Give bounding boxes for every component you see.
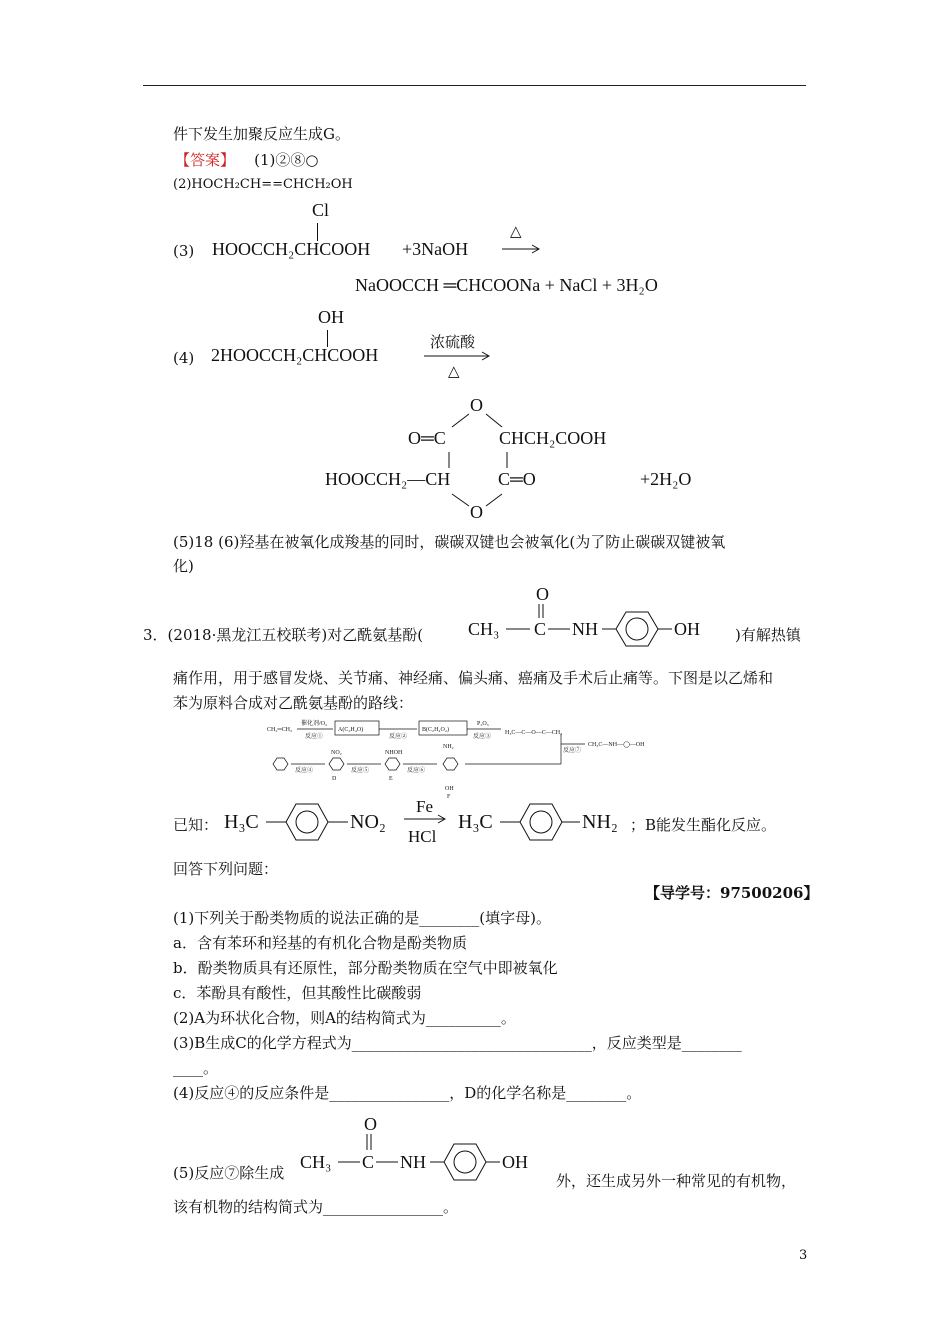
route-nh2: NH₂	[443, 744, 454, 750]
sub-q5-b: 外，还生成另外一种常见的有机物，	[556, 1172, 797, 1190]
q3-stem-c: 痛作用，用于感冒发烧、关节痛、神经痛、偏头痛、癌痛及手术后止痛等。下图是以乙烯和	[173, 669, 774, 687]
sub-q5-a: (5)反应⑦除生成	[173, 1164, 285, 1182]
answer-2: (2)HOCH₂CH==CHCH₂OH	[173, 177, 353, 192]
sub-q4: (4)反应④的反应条件是________________，D的化学名称是________。	[173, 1084, 642, 1102]
eq3-naoh: +3NaOH	[402, 239, 469, 259]
answer-1: (1)②⑧○	[254, 151, 319, 169]
known-hcl: HCl	[408, 827, 437, 846]
struct-c: C	[534, 619, 547, 639]
guide-number: 【导学号：97500206】	[645, 884, 819, 902]
header-rule	[143, 85, 806, 86]
page-number: 3	[799, 1248, 808, 1263]
ring-bonds	[440, 410, 520, 510]
sub-q1-c: c．苯酚具有酸性，但其酸性比碳酸弱	[173, 984, 422, 1002]
known-label: 已知：	[173, 816, 219, 834]
struct2-ch3: CH₃	[300, 1152, 332, 1172]
sub-q3: (3)B生成C的化学方程式为________________________________，反应类型是________	[173, 1034, 742, 1052]
ring-o-top: O	[470, 395, 483, 415]
sub-q1: (1)下列关于酚类物质的说法正确的是________(填字母)。	[173, 909, 551, 927]
known-reaction	[220, 790, 640, 850]
eq3-arrow	[502, 244, 542, 254]
eq3-condition: △	[510, 224, 522, 240]
eq3-reactant: HOOCCH₂CHCOOH	[212, 239, 371, 259]
route-r6: 反应⑥	[407, 768, 426, 774]
route-ethylene: CH₂═CH₂	[267, 727, 293, 733]
route-r1: 反应①	[305, 734, 324, 740]
route-r2: 反应②	[389, 734, 408, 740]
route-p2o5: P₂O₅	[477, 721, 489, 727]
known-nh2: NH₂	[582, 811, 618, 833]
known-no2: NO₂	[350, 811, 386, 833]
eq4-cond-top: 浓硫酸	[430, 333, 476, 351]
eq4-num: (4)	[173, 349, 195, 367]
eq4-oh: OH	[318, 307, 344, 327]
route-r3: 反应③	[473, 734, 492, 740]
sub-q3-b: ____。	[173, 1059, 219, 1077]
route-A: A(C₂H₄O)	[338, 727, 364, 733]
q3-stem-d: 苯为原料合成对乙酰氨基酚的路线：	[173, 694, 414, 712]
eq4-cond-bottom: △	[448, 364, 460, 380]
route-F: F	[447, 794, 451, 800]
ring-right-top: CHCH₂COOH	[499, 428, 607, 448]
sub-q1-a: a．含有苯环和羟基的有机化合物是酚类物质	[173, 934, 467, 952]
eq4-reactant: 2HOOCCH₂CHCOOH	[211, 345, 379, 365]
known-fe: Fe	[416, 797, 433, 816]
sub-q1-b: b．酚类物质具有还原性，部分酚类物质在空气中即被氧化	[173, 959, 558, 977]
route-B: B(C₂H₄O₂)	[422, 727, 449, 733]
struct-oh: OH	[674, 619, 700, 639]
route-anhydride: H₃C—C—O—C—CH₃	[505, 730, 563, 736]
route-product: CH₃C—NH—◯—OH	[588, 742, 645, 748]
answer-5: (5)18 (6)羟基在被氧化成羧基的同时，碳碳双键也会被氧化(为了防止碳碳双键被氧	[173, 533, 726, 551]
sub-q5-c: 该有机物的结构简式为________________。	[173, 1198, 459, 1216]
paracetamol-structure	[466, 580, 736, 650]
known-tail: ；B能发生酯化反应。	[630, 816, 777, 834]
q3-stem-a: 3．(2018·黑龙江五校联考)对乙酰氨基酚(	[143, 626, 424, 644]
struct-ch3: CH₃	[468, 619, 500, 639]
ring-left-bottom: HOOCCH₂—CH	[325, 469, 451, 489]
struct2-o: O	[364, 1114, 377, 1134]
ring-left-co: O═C	[408, 428, 446, 448]
eq3-num: (3)	[173, 242, 195, 260]
known-h3c-2: H₃C	[458, 811, 493, 833]
paracetamol-structure-2	[298, 1110, 558, 1190]
route-D: D	[332, 776, 337, 782]
eq3-cl: Cl	[312, 200, 330, 220]
answer-line	[175, 150, 318, 170]
route-r5: 反应⑤	[351, 768, 370, 774]
struct-nh: NH	[572, 619, 598, 639]
route-r7: 反应⑦	[563, 748, 582, 754]
eq4-water: +2H₂O	[640, 469, 692, 489]
answer-prompt: 回答下列问题：	[173, 860, 279, 878]
struct2-nh: NH	[400, 1152, 426, 1172]
struct-o: O	[536, 584, 549, 604]
route-E: E	[389, 776, 393, 782]
route-no2: NO₂	[331, 750, 342, 756]
sub-q2: (2)A为环状化合物，则A的结构简式为__________。	[173, 1009, 516, 1027]
eq4-arrow	[424, 351, 494, 361]
q2-intro: 件下发生加聚反应生成G。	[173, 125, 350, 143]
answer-label: 【答案】	[175, 151, 236, 169]
route-nhoh: NHOH	[385, 750, 403, 756]
route-r4: 反应④	[295, 768, 314, 774]
q3-stem-b: )有解热镇	[735, 626, 801, 644]
eq3-product: NaOOCCH ═CHCOONa + NaCl + 3H₂O	[355, 275, 658, 295]
route-oh-f: OH	[445, 786, 454, 792]
ring-o-bottom: O	[470, 502, 483, 522]
struct2-c: C	[362, 1152, 375, 1172]
struct2-oh: OH	[502, 1152, 528, 1172]
ring-right-co: C═O	[498, 469, 536, 489]
answer-5b: 化)	[173, 557, 194, 575]
known-h3c: H₃C	[224, 811, 259, 833]
route-cat: 催化剂/O₂	[301, 721, 328, 727]
